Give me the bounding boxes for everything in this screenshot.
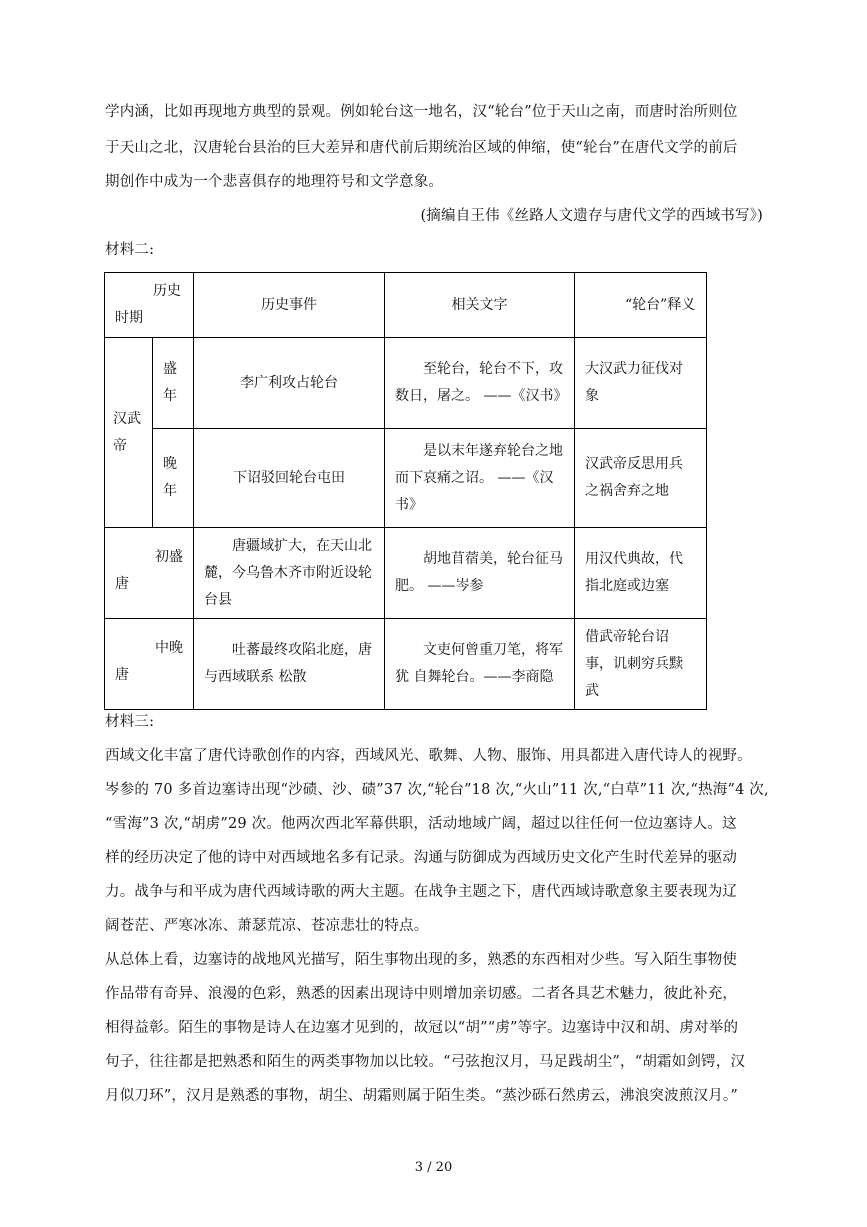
paragraph-line: 句子，往往都是把熟悉和陌生的两类事物加以比较。“弓弦抱汉月，马足践胡尘”，“胡霜如剑锷，汉 xyxy=(105,1054,746,1070)
material-two-title: 材料二: xyxy=(105,242,155,258)
paragraph-line: “雪海”3 次,“胡虏”29 次。他两次西北军幕供职，活动地域广阔，超过以往任何一位边塞诗人。这 xyxy=(105,816,737,832)
period-top: 中晚 xyxy=(155,640,183,656)
paragraph-line: 从总体上看，边塞诗的战地风光描写，陌生事物出现的多，熟悉的东西相对少些。写入陌生事物使 xyxy=(105,952,738,968)
period-bottom: 唐 xyxy=(115,576,129,592)
meaning-cell: 用汉代典故，代指北庭或边塞 xyxy=(575,528,707,619)
sub-period-cell: 晚年 xyxy=(153,429,194,528)
meaning-cell: 汉武帝反思用兵之祸舍弃之地 xyxy=(575,429,707,528)
paragraph-line: 相得益彰。陌生的事物是诗人在边塞才见到的，故冠以“胡”“虏”等字。边塞诗中汉和胡、虏对举的 xyxy=(105,1020,739,1036)
event-cell: 下诏驳回轮台屯田 xyxy=(194,429,385,528)
text-cell: 至轮台，轮台不下，攻数日，屠之。 ——《汉书》 xyxy=(385,338,575,429)
paragraph-line: 月似刀环”，汉月是熟悉的事物，胡尘、胡霜则属于陌生类。“蒸沙砾石然虏云，沸浪突波煎汉月。” xyxy=(105,1088,738,1104)
table-row xyxy=(105,528,707,619)
paragraph-line: 力。战争与和平成为唐代西域诗歌的两大主题。在战争主题之下，唐代西域诗歌意象主要表现为辽 xyxy=(105,884,738,900)
material-three-title: 材料三: xyxy=(105,714,155,730)
event-cell: 吐蕃最终攻陷北庭，唐与西域联系 松散 xyxy=(194,619,385,710)
paragraph-line: 岑参的 70 多首边塞诗出现“沙碛、沙、碛”37 次,“轮台”18 次,“火山”11 次,“白草”11 次,“热海”4 次, xyxy=(105,782,769,798)
paragraph-line: 于天山之北，汉唐轮台县治的巨大差异和唐代前后期统治区域的伸缩，使“轮台”在唐代文学的前后 xyxy=(105,140,738,156)
header-period-cell xyxy=(105,273,194,338)
event-cell: 李广利攻占轮台 xyxy=(194,338,385,429)
han-wudi-cell: 汉武帝 xyxy=(105,338,153,528)
paragraph-line: 西域文化丰富了唐代诗歌创作的内容，西域风光、歌舞、人物、服饰、用具都进入唐代诗人的视野。 xyxy=(105,748,752,764)
text-cell: 文吏何曾重刀笔，将军犹 自舞轮台。——李商隐 xyxy=(385,619,575,710)
history-table xyxy=(104,272,707,710)
header-period-top: 历史 xyxy=(153,283,181,299)
table-header-row xyxy=(105,273,707,338)
header-event: 历史事件 xyxy=(194,273,385,338)
event-cell: 唐疆域扩大，在天山北麓，今乌鲁木齐市附近设轮台县 xyxy=(194,528,385,619)
table-row xyxy=(105,429,707,528)
meaning-cell: 借武帝轮台诏事，讥刺穷兵黩武 xyxy=(575,619,707,710)
period-cell xyxy=(105,528,194,619)
header-meaning: “轮台”释义 xyxy=(575,273,707,338)
paragraph-line: 样的经历决定了他的诗中对西域地名多有记录。沟通与防御成为西域历史文化产生时代差异的驱动 xyxy=(105,850,738,866)
sub-period-cell: 盛年 xyxy=(153,338,194,429)
paragraph-line: 作品带有奇异、浪漫的色彩，熟悉的因素出现诗中则增加亲切感。二者各具艺术魅力，彼此补充， xyxy=(105,986,738,1002)
header-period-bottom: 时期 xyxy=(115,310,143,326)
period-top: 初盛 xyxy=(155,549,183,565)
source-note: (摘编自王伟《丝路人文遗存与唐代文学的西域书写》) xyxy=(420,208,763,224)
text-cell: 胡地苜蓿美，轮台征马肥。 ——岑参 xyxy=(385,528,575,619)
paragraph-line: 学内涵，比如再现地方典型的景观。例如轮台这一地名，汉“轮台”位于天山之南，而唐时治所则位 xyxy=(105,104,738,120)
period-bottom: 唐 xyxy=(115,667,129,683)
table-row xyxy=(105,338,707,429)
table-row xyxy=(105,619,707,710)
period-cell xyxy=(105,619,194,710)
paragraph-line: 期创作中成为一个悲喜俱存的地理符号和文学意象。 xyxy=(105,174,444,190)
page-number: 3 / 20 xyxy=(414,1160,453,1175)
meaning-cell: 大汉武力征伐对象 xyxy=(575,338,707,429)
paragraph-line: 阔苍茫、严寒冰冻、萧瑟荒凉、苍凉悲壮的特点。 xyxy=(105,918,429,934)
text-cell: 是以末年遂弃轮台之地而下哀痛之诏。 ——《汉书》 xyxy=(385,429,575,528)
header-text: 相关文字 xyxy=(385,273,575,338)
